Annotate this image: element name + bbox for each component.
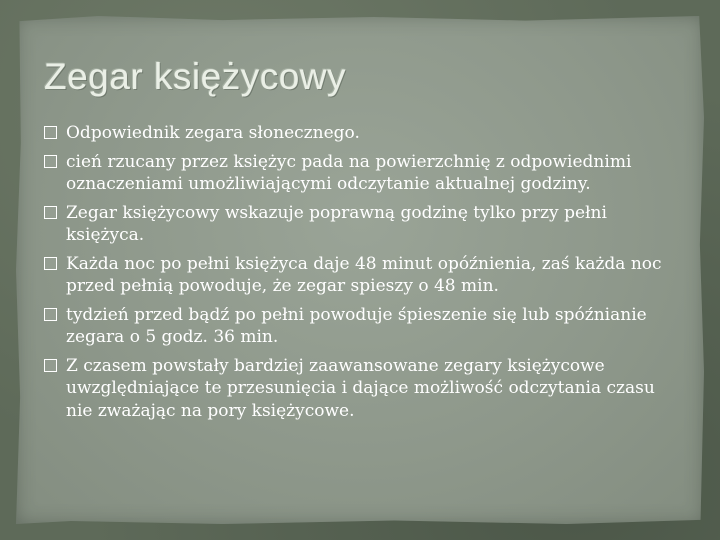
square-bullet-icon	[44, 257, 57, 270]
square-bullet-icon	[44, 155, 57, 168]
bullet-item	[44, 355, 674, 423]
bullet-text: cień rzucany przez księżyc pada na powierzchnię z odpowiednimi oznaczeniami umożliwiającymi odczytanie aktualnej godziny.	[66, 151, 632, 194]
bullet-item	[44, 253, 674, 298]
bullet-text: Każda noc po pełni księżyca daje 48 minut opóźnienia, zaś każda noc przed pełnią powoduje, że zegar spieszy o 48 min.	[66, 253, 662, 296]
bullet-item	[44, 122, 674, 145]
bullet-item	[44, 151, 674, 196]
square-bullet-icon	[44, 206, 57, 219]
square-bullet-icon	[44, 359, 57, 372]
bullet-text: Zegar księżycowy wskazuje poprawną godzinę tylko przy pełni księżyca.	[66, 202, 607, 245]
bullet-list	[44, 122, 674, 428]
bullet-text: Z czasem powstały bardziej zaawansowane zegary księżycowe uwzględniające te przesunięcia i dające możliwość odczytania czasu nie zważając na pory księżycowe.	[66, 355, 655, 421]
bullet-text: tydzień przed bądź po pełni powoduje śpieszenie się lub spóźnianie zegara o 5 godz. 36 min.	[66, 304, 647, 347]
bullet-item	[44, 304, 674, 349]
slide-title: Zegar księżycowy	[44, 56, 347, 97]
square-bullet-icon	[44, 126, 57, 139]
bullet-text: Odpowiednik zegara słonecznego.	[66, 123, 360, 143]
square-bullet-icon	[44, 308, 57, 321]
bullet-item	[44, 202, 674, 247]
